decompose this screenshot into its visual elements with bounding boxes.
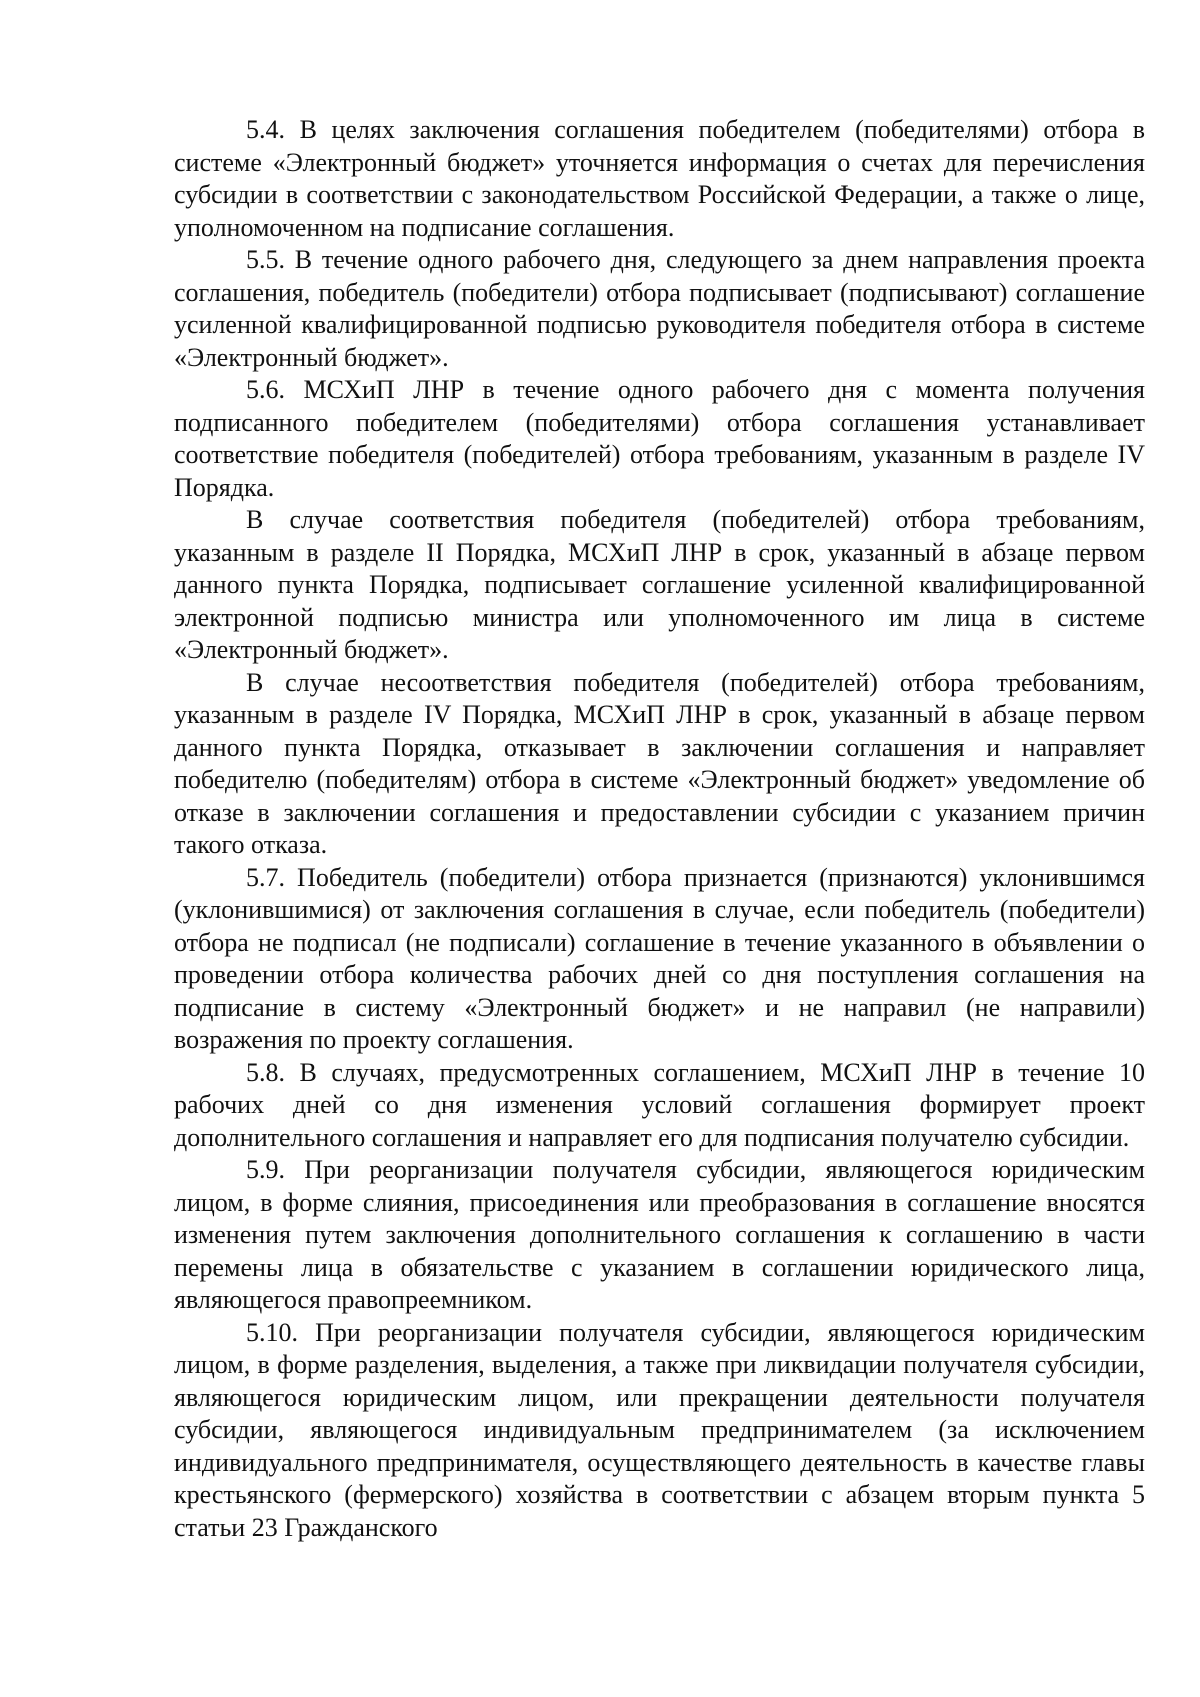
paragraph-5-7: 5.7. Победитель (победители) отбора признается (признаются) уклонившимся (уклонившимися) от заключения соглашения в случае, если победитель (победители) отбора не подписал (не подписали) соглашение в течение указанного в объявлении о проведении отбора количества рабочих дней со дня поступления соглашения на подписание в систему «Электронный бюджет» и не направил (не направили) возражения по проекту соглашения. [174, 862, 1145, 1054]
paragraph-5-5: 5.5. В течение одного рабочего дня, следующего за днем направления проекта соглашения, победитель (победители) отбора подписывает (подписывают) соглашение усиленной квалифицированной подписью руководителя победителя отбора в системе «Электронный бюджет». [174, 245, 1145, 372]
paragraph-5-4: 5.4. В целях заключения соглашения победителем (победителями) отбора в системе «Электронный бюджет» уточняется информация о счетах для перечисления субсидии в соответствии с законодательством Российской Федерации, а также о лице, уполномоченном на подписание соглашения. [174, 115, 1145, 242]
paragraph-5-10: 5.10. При реорганизации получателя субсидии, являющегося юридическим лицом, в форме разделения, выделения, а также при ликвидации получателя субсидии, являющегося юридическим лицом, или прекращении деятельности получателя субсидии, являющегося индивидуальным предпринимателем (за исключением индивидуального предпринимателя, осуществляющего деятельность в качестве главы крестьянского (фермерского) хозяйства в соответствии с абзацем вторым пункта 5 статьи 23 Гражданского [174, 1317, 1145, 1542]
document-body [174, 114, 1145, 1544]
paragraph-5-9: 5.9. При реорганизации получателя субсидии, являющегося юридическим лицом, в форме слияния, присоединения или преобразования в соглашение вносятся изменения путем заключения дополнительного соглашения к соглашению в части перемены лица в обязательстве с указанием в соглашении юридического лица, являющегося правопреемником. [174, 1155, 1145, 1314]
paragraph-5-6: 5.6. МСХиП ЛНР в течение одного рабочего дня с момента получения подписанного победителем (победителями) отбора соглашения устанавливает соответствие победителя (победителей) отбора требованиям, указанным в разделе IV Порядка. [174, 375, 1145, 502]
paragraph-5-8: 5.8. В случаях, предусмотренных соглашением, МСХиП ЛНР в течение 10 рабочих дней со дня изменения условий соглашения формирует проект дополнительного соглашения и направляет его для подписания получателю субсидии. [174, 1057, 1145, 1152]
paragraph-5-6-compliance: В случае соответствия победителя (победителей) отбора требованиям, указанным в разделе II Порядка, МСХиП ЛНР в срок, указанный в абзаце первом данного пункта Порядка, подписывает соглашение усиленной квалифицированной электронной подписью министра или уполномоченного им лица в системе «Электронный бюджет». [174, 505, 1145, 664]
paragraph-5-6-noncompliance: В случае несоответствия победителя (победителей) отбора требованиям, указанным в разделе IV Порядка, МСХиП ЛНР в срок, указанный в абзаце первом данного пункта Порядка, отказывает в заключении соглашения и направляет победителю (победителям) отбора в системе «Электронный бюджет» уведомление об отказе в заключении соглашения и предоставлении субсидии с указанием причин такого отказа. [174, 667, 1145, 859]
